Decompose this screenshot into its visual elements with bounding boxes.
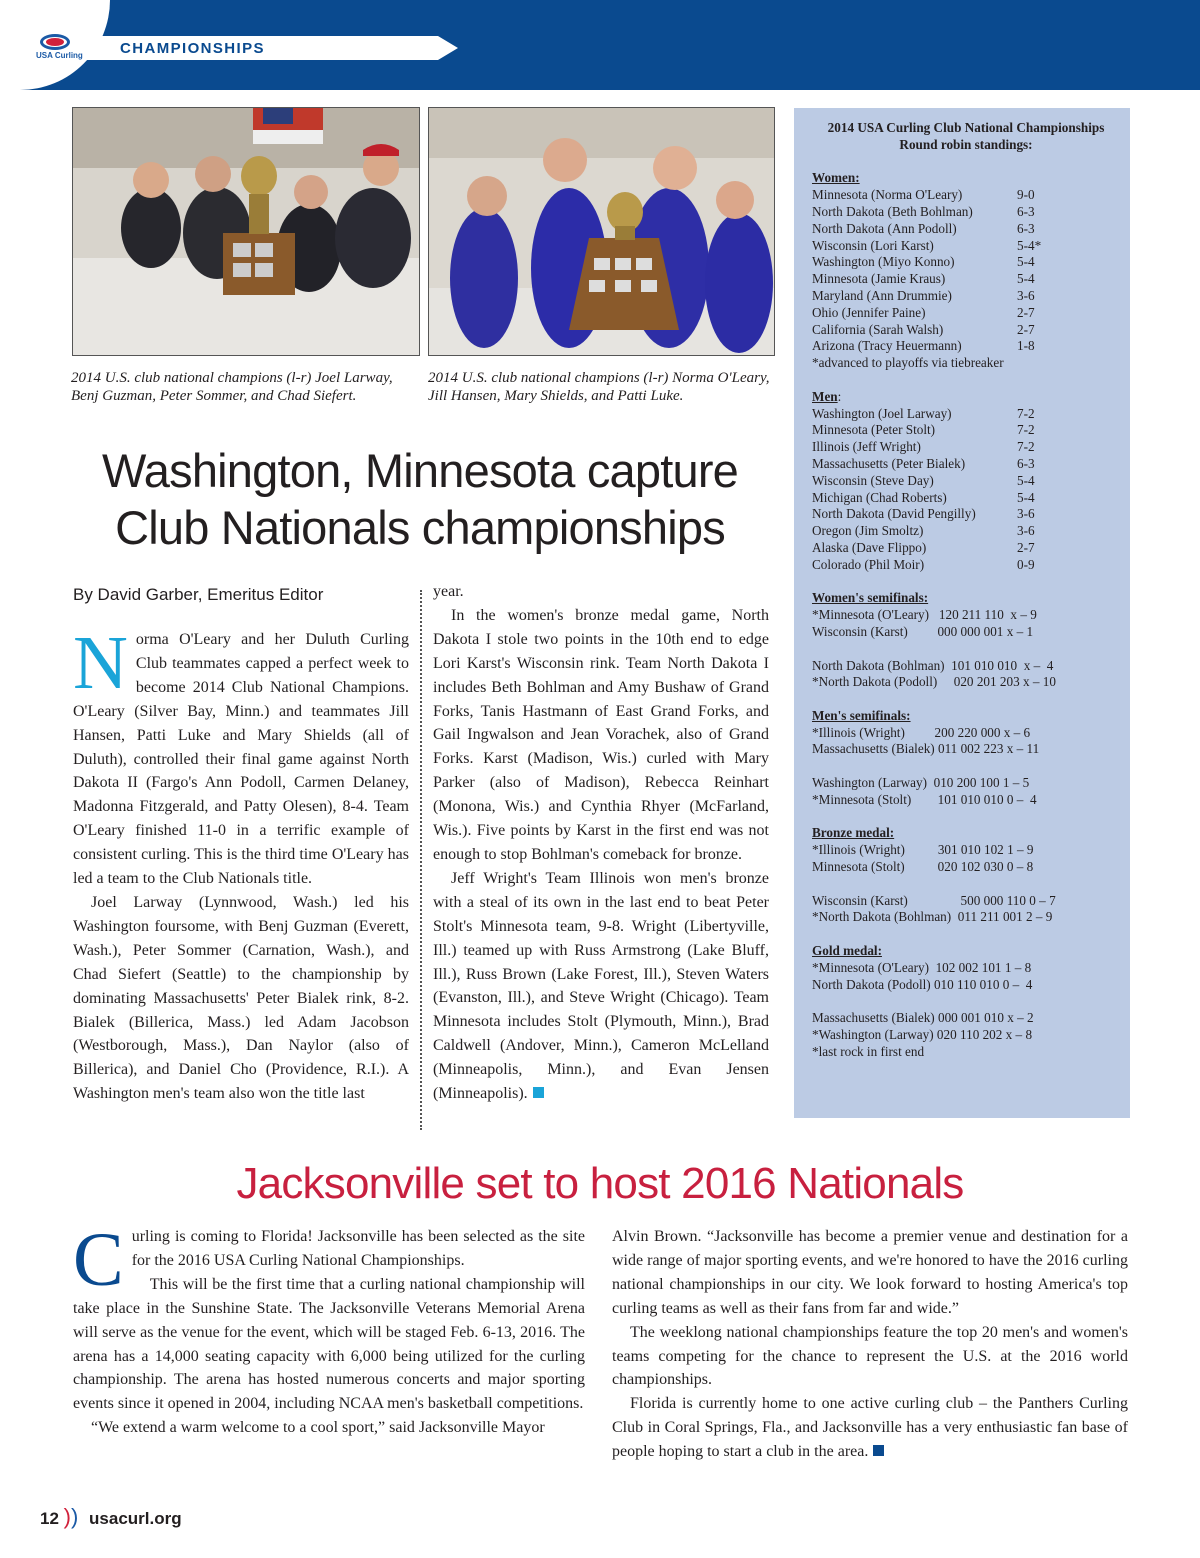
paragraph: orma O'Leary and her Duluth Curling Club teammates capped a perfect week to become 2014 Club National Champions. O'Leary (Silver Bay, Minn.) and teammates Jill Hansen, Patti Luke and Mary Shields (all of Duluth), controlled their final game against North Dakota II (Fargo's Ann Podoll, Carmen Delaney, Madonna Fitzgerald, and Patty Olesen), 8-4. Team O'Leary finished 11-0 in a terrific example of consistent curling. This is the third time O'Leary has led a team to the Club Nationals title. bbox=[73, 631, 409, 888]
score-line: *North Dakota (Bohlman) 011 211 001 2 – 9 bbox=[812, 909, 1053, 925]
men-semis-heading: Men's semifinals: bbox=[812, 707, 911, 723]
standings-row bbox=[812, 204, 1120, 221]
paragraph: Joel Larway (Lynnwood, Wash.) led his Washington foursome, with Benj Guzman (Everett, Wash.), Peter Sommer (Carnation, Wash.), and Chad Siefert (Seattle) to the championship by dominating Massachusetts' Peter Bialek rink, 8-2. Bialek (Billerica, Mass.) led Adam Jacobson (Westborough, Mass.), Dan Naylor (also of Billerica), and Daniel Cho (Providence, R.I.). A Washington men's team also won the title last bbox=[73, 893, 409, 1103]
team-record: 6-3 bbox=[1017, 203, 1035, 219]
byline: By David Garber, Emeritus Editor bbox=[73, 585, 324, 604]
men-standings-heading: Men bbox=[812, 388, 838, 404]
standings-row bbox=[812, 238, 1120, 255]
standings-row bbox=[812, 557, 1120, 574]
team-name: Alaska (Dave Flippo) bbox=[812, 539, 927, 555]
paragraph: The weeklong national championships feature the top 20 men's and women's teams competing for the chance to represent the U.S. at the 2016 world championships. bbox=[612, 1323, 1128, 1389]
score-line: Minnesota (Stolt) 020 102 030 0 – 8 bbox=[812, 859, 1034, 875]
article-column-1 bbox=[73, 621, 409, 1106]
page-number: 12 bbox=[40, 1509, 59, 1528]
paragraph: year. bbox=[433, 583, 464, 600]
score-line: *Minnesota (O'Leary) 102 002 101 1 – 8 bbox=[812, 959, 1032, 975]
section-label: CHAMPIONSHIPS bbox=[120, 40, 265, 57]
team-name: Wisconsin (Steve Day) bbox=[812, 472, 934, 488]
standings-row bbox=[812, 271, 1120, 288]
team-name: North Dakota (David Pengilly) bbox=[812, 506, 976, 522]
men-standings-list bbox=[812, 406, 1120, 574]
women-standings-heading: Women: bbox=[812, 170, 860, 186]
end-mark-icon bbox=[533, 1087, 544, 1098]
score-line: Washington (Larway) 010 200 100 1 – 5 bbox=[812, 775, 1030, 791]
score-line: *Illinois (Wright) 301 010 102 1 – 9 bbox=[812, 842, 1034, 858]
paragraph: Jeff Wright's Team Illinois won men's bronze with a steal of its own in the last end to beat Peter Stolt's Minnesota team, 9-8. Wright (Libertyville, Ill.) teamed up with Russ Armstrong (Lake Bluff, Ill.), Russ Brown (Lake Forest, Ill.), Steven Waters (Evanston, Ill.), and Steve Wright (Chicago). Team Minnesota includes Stolt (Plymouth, Minn.), Brad Caldwell (Andover, Minn.), Cameron McLelland (Minneapolis, Minn.), and Evan Jensen (Minneapolis). bbox=[433, 869, 769, 1103]
usa-curling-logo[interactable] bbox=[36, 34, 83, 60]
team-record: 2-7 bbox=[1017, 539, 1035, 555]
standings-row bbox=[812, 254, 1120, 271]
tiebreaker-note: *advanced to playoffs via tiebreaker bbox=[812, 355, 1004, 371]
team-record: 3-6 bbox=[1017, 523, 1035, 539]
team-name: North Dakota (Beth Bohlman) bbox=[812, 203, 973, 219]
score-line: North Dakota (Podoll) 010 110 010 0 – 4 bbox=[812, 976, 1033, 992]
standings-row bbox=[812, 439, 1120, 456]
article2-column-2 bbox=[612, 1225, 1128, 1464]
women-photo-caption: 2014 U.S. club national champions (l-r) Norma O'Leary, Jill Hansen, Mary Shields, and Patti Luke. bbox=[428, 370, 770, 404]
women-semis-heading: Women's semifinals: bbox=[812, 590, 929, 606]
article-column-2 bbox=[433, 580, 769, 1106]
standings-subtitle: Round robin standings: bbox=[899, 136, 1033, 152]
score-line: Wisconsin (Karst) 500 000 110 0 – 7 bbox=[812, 892, 1056, 908]
team-record: 6-3 bbox=[1017, 455, 1035, 471]
team-record: 5-4 bbox=[1017, 472, 1035, 488]
team-name: Illinois (Jeff Wright) bbox=[812, 439, 921, 455]
team-record: 3-6 bbox=[1017, 506, 1035, 522]
headline-line-2: Club Nationals championships bbox=[115, 501, 725, 554]
team-name: Ohio (Jennifer Paine) bbox=[812, 304, 926, 320]
score-line: *Illinois (Wright) 200 220 000 x – 6 bbox=[812, 724, 1031, 740]
paragraph: “We extend a warm welcome to a cool sport,” said Jacksonville Mayor bbox=[91, 1419, 545, 1437]
team-name: Wisconsin (Lori Karst) bbox=[812, 237, 934, 253]
bronze-heading: Bronze medal: bbox=[812, 825, 895, 841]
team-record: 3-6 bbox=[1017, 287, 1035, 303]
women-standings-list bbox=[812, 187, 1120, 355]
team-record: 6-3 bbox=[1017, 220, 1035, 236]
article-headline bbox=[60, 442, 780, 556]
women-champions-photo bbox=[428, 107, 775, 356]
team-name: North Dakota (Ann Podoll) bbox=[812, 220, 957, 236]
logo-text: USA Curling bbox=[36, 51, 83, 60]
score-line: Massachusetts (Bialek) 011 002 223 x – 11 bbox=[812, 741, 1040, 757]
team-record: 2-7 bbox=[1017, 304, 1035, 320]
team-name: Massachusetts (Peter Bialek) bbox=[812, 455, 966, 471]
end-mark-icon bbox=[873, 1445, 884, 1456]
team-name: Maryland (Ann Drummie) bbox=[812, 287, 952, 303]
column-divider bbox=[420, 590, 422, 1130]
team-name: Washington (Miyo Konno) bbox=[812, 254, 955, 270]
team-name: Minnesota (Norma O'Leary) bbox=[812, 187, 963, 203]
footer-site-link[interactable]: usacurl.org bbox=[89, 1509, 182, 1528]
standings-row bbox=[812, 406, 1120, 423]
team-record: 0-9 bbox=[1017, 556, 1035, 572]
standings-row bbox=[812, 305, 1120, 322]
standings-row bbox=[812, 473, 1120, 490]
standings-row bbox=[812, 456, 1120, 473]
page-footer bbox=[40, 1504, 182, 1530]
team-record: 5-4* bbox=[1017, 237, 1042, 253]
standings-row bbox=[812, 490, 1120, 507]
team-name: Minnesota (Jamie Kraus) bbox=[812, 271, 946, 287]
paragraph: This will be the first time that a curling national championship will take place in the Sunshine State. The Jacksonville Veterans Memorial Arena will serve as the venue for the event, which will be staged Feb. 6-13, 2016. The arena has a 14,000 seating capacity with 6,000 being utilized for the curling championship. The arena has hosted numerous concerts and major sporting events since it opened in 2004, including NCAA men's basketball competitions. bbox=[73, 1275, 585, 1413]
paragraph: In the women's bronze medal game, North Dakota I stole two points in the 10th end to edge Lori Karst's Wisconsin rink. Team North Dakota I includes Beth Bohlman and Amy Bushaw of Grand Forks, Tanis Hastmann of East Grand Forks, and Gail Ingwalson and Jean Vorachek, also of Grand Forks. Karst (Madison, Wis.) curled with Mary Parker (also of Madison), Rebecca Reinhart (Monona, Wis.) and Cynthia Rhyer (McFarland, Wis.). Five points by Karst in the first end was not enough to stop Bohlman's comeback for bronze. bbox=[433, 606, 769, 863]
standings-row bbox=[812, 187, 1120, 204]
team-record: 2-7 bbox=[1017, 321, 1035, 337]
team-name: California (Sarah Walsh) bbox=[812, 321, 944, 337]
team-name: Minnesota (Peter Stolt) bbox=[812, 422, 936, 438]
team-name: Arizona (Tracy Heuermann) bbox=[812, 338, 962, 354]
standings-row bbox=[812, 506, 1120, 523]
team-record: 9-0 bbox=[1017, 187, 1035, 203]
article2-column-1 bbox=[73, 1218, 585, 1440]
team-name: Michigan (Chad Roberts) bbox=[812, 489, 947, 505]
score-line: *Minnesota (Stolt) 101 010 010 0 – 4 bbox=[812, 791, 1037, 807]
article2-headline: Jacksonville set to host 2016 Nationals bbox=[236, 1159, 964, 1208]
standings-row bbox=[812, 288, 1120, 305]
team-name: Oregon (Jim Smoltz) bbox=[812, 523, 924, 539]
team-record: 7-2 bbox=[1017, 422, 1035, 438]
team-name: Washington (Joel Larway) bbox=[812, 405, 952, 421]
standings-title: 2014 USA Curling Club National Championships bbox=[827, 120, 1105, 135]
team-record: 5-4 bbox=[1017, 489, 1035, 505]
last-rock-note: *last rock in first end bbox=[812, 1043, 925, 1059]
logo-stone-icon bbox=[46, 38, 64, 46]
standings-row bbox=[812, 523, 1120, 540]
score-line: *Washington (Larway) 020 110 202 x – 8 bbox=[812, 1027, 1033, 1043]
score-line: North Dakota (Bohlman) 101 010 010 x – 4 bbox=[812, 657, 1054, 673]
drop-cap: N bbox=[73, 621, 128, 705]
headline-line-1: Washington, Minnesota capture bbox=[101, 444, 739, 497]
team-record: 7-2 bbox=[1017, 439, 1035, 455]
red-bracket-icon: ) bbox=[63, 1504, 71, 1529]
paragraph: Florida is currently home to one active curling club – the Panthers Curling Club in Coral Springs, Fla., and Jacksonville has a very enthusiastic fan base of people hoping to start a club in the area. bbox=[612, 1395, 1128, 1461]
score-line: *North Dakota (Podoll) 020 201 203 x – 10 bbox=[812, 674, 1056, 690]
score-line: Wisconsin (Karst) 000 000 001 x – 1 bbox=[812, 623, 1034, 639]
paragraph: Alvin Brown. “Jacksonville has become a premier venue and destination for a wide range of major sporting events, and we're honored to have the 2016 curling national championships in our city. We look forward to hosting America's top curling teams as well as their fans from far and wide.” bbox=[612, 1228, 1128, 1317]
standings-row bbox=[812, 322, 1120, 339]
team-record: 1-8 bbox=[1017, 338, 1035, 354]
blue-bracket-icon: ) bbox=[70, 1504, 79, 1529]
team-record: 5-4 bbox=[1017, 254, 1035, 270]
paragraph: urling is coming to Florida! Jacksonville has been selected as the site for the 2016 USA Curling National Championships. bbox=[131, 1228, 585, 1269]
team-record: 7-2 bbox=[1017, 405, 1035, 421]
team-name: Colorado (Phil Moir) bbox=[812, 556, 925, 572]
team-record: 5-4 bbox=[1017, 271, 1035, 287]
standings-row bbox=[812, 540, 1120, 557]
score-line: *Minnesota (O'Leary) 120 211 110 x – 9 bbox=[812, 607, 1037, 623]
drop-cap: C bbox=[73, 1218, 124, 1302]
men-photo-caption: 2014 U.S. club national champions (l-r) Joel Larway, Benj Guzman, Peter Sommer, and Chad Siefert. bbox=[71, 370, 393, 404]
standings-row bbox=[812, 338, 1120, 355]
men-champions-photo bbox=[72, 107, 420, 356]
standings-row bbox=[812, 422, 1120, 439]
standings-sidebar: 2014 USA Curling Club National Championships Round robin standings: Women: Minnesota (Norma O'Leary) 9-0 North Dakota (Beth Bohlman) 6-3 North Dakota (Ann Podoll) 6-3 Wisconsin (Lori Karst) 5-4* Washington (Miyo Konno) 5-4 Minnesota (Jamie Kraus) 5-4 Maryland (Ann Drummie) 3-6 Ohio (Jennifer Paine) 2-7 California (Sarah Walsh) 2-7 Arizona (Tracy Heuermann) 1-8 *advanced to playoffs via tiebreaker Men: Washington (Joel Larway) 7-2 Minnesota (Peter Stolt) 7-2 Illinois (Jeff Wright) 7-2 Massachusetts (Peter Bialek) 6-3 Wisconsin (Steve Day) 5-4 Michigan (Chad Roberts) 5-4 North Dakota (David Pengilly) 3-6 Oregon (Jim Smoltz) 3-6 Alaska (Dave Flippo) 2-7 Colorado (Phil Moir) 0-9 Women's semifinals: *Minnesota (O'Leary) 120 211 110 x – 9 Wisconsin (Karst) 000 000 001 x – 1 North Dakota (Bohlman) 101 010 010 x – 4 *North Dakota (Podoll) 020 201 203 x – 10 Men's semifinals: *Illinois (Wright) 200 220 000 x – 6 Massachusetts (Bialek) 011 002 223 x – 11 Washington (Larway) 010 200 100 1 – 5 *Minnesota (Stolt) 101 010 010 0 – 4 Bronze medal: *Illinois (Wright) 301 010 102 1 – 9 Minnesota (Stolt) 020 102 030 0 – 8 Wisconsin (Karst) 500 000 110 0 – 7 *North Dakota (Bohlman) 011 211 001 2 – 9 Gold medal: *Minnesota (O'Leary) 102 002 101 1 – 8 North Dakota (Podoll) 010 110 010 0 – 4 Massachusetts (Bialek) 000 001 010 x – 2 *Washington (Larway) 020 110 202 x – 8 *last rock in first end bbox=[794, 108, 1130, 1118]
score-line: Massachusetts (Bialek) 000 001 010 x – 2 bbox=[812, 1010, 1034, 1026]
gold-heading: Gold medal: bbox=[812, 943, 882, 959]
standings-row bbox=[812, 221, 1120, 238]
